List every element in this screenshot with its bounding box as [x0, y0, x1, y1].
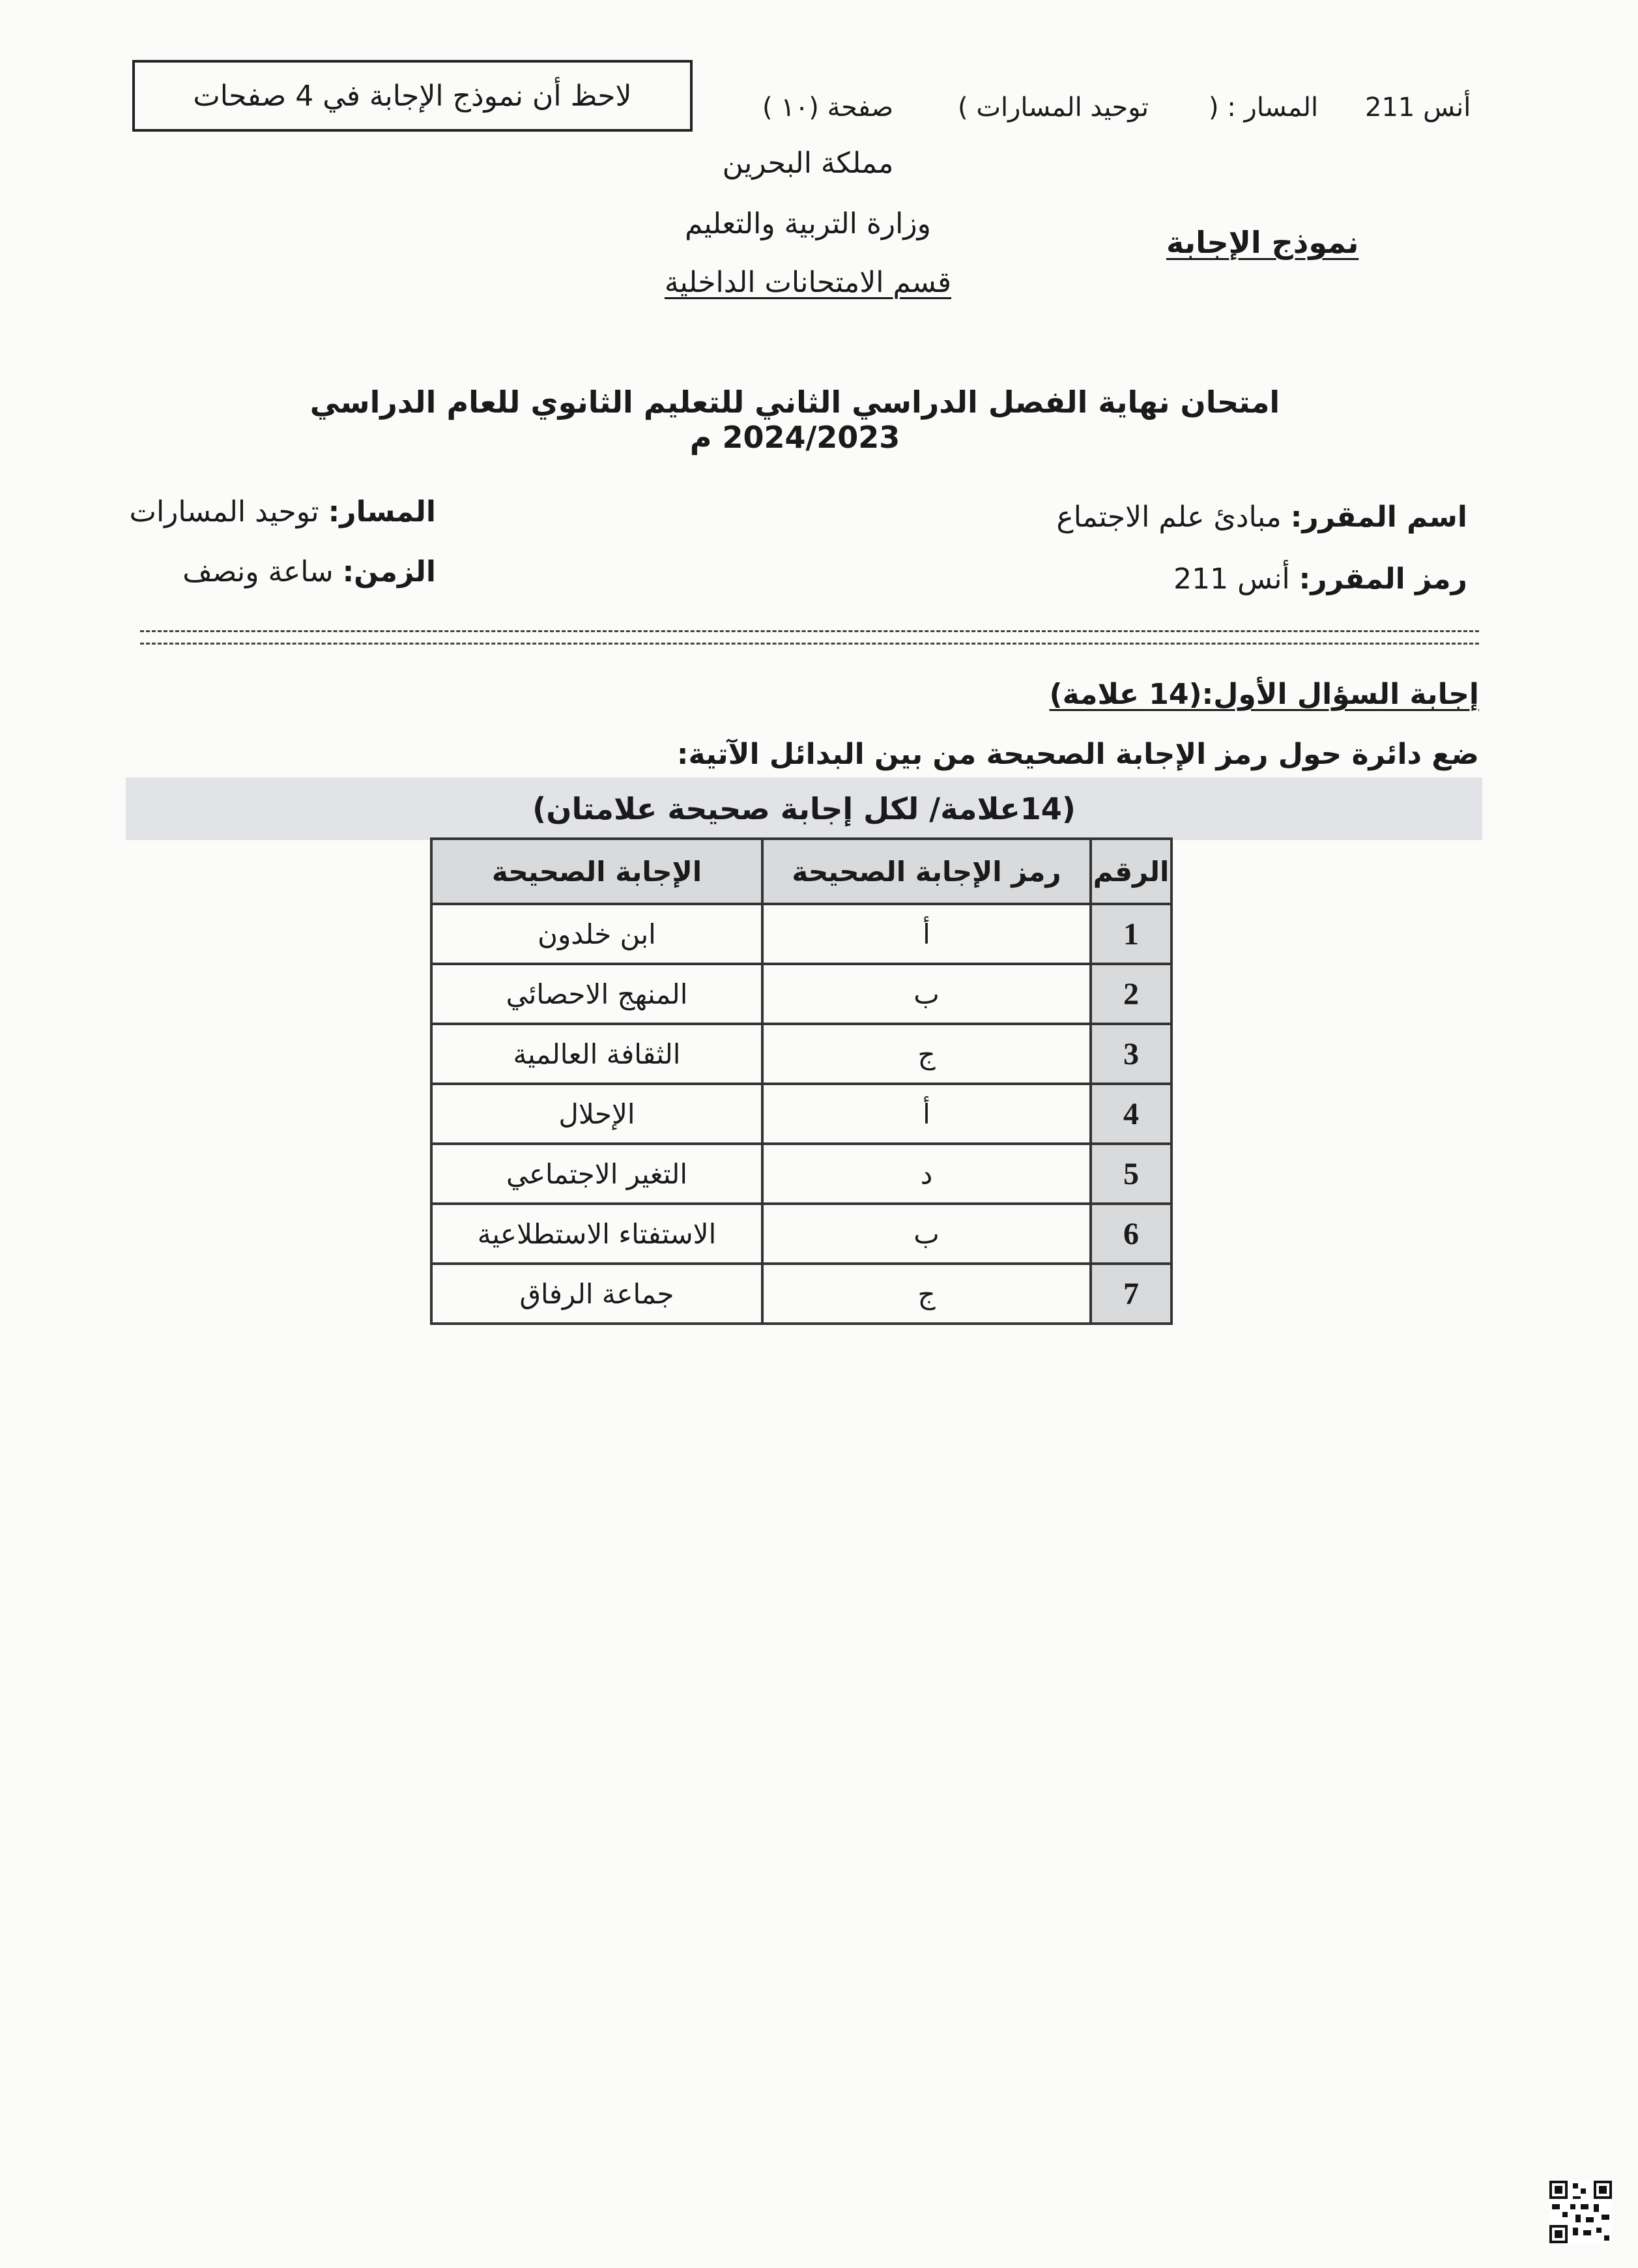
row-number: 7: [1091, 1264, 1171, 1324]
row-number: 6: [1091, 1204, 1171, 1264]
col-number: الرقم: [1091, 839, 1171, 904]
row-answer: الإحلال: [431, 1084, 762, 1144]
track-value-header: توحيد المسارات ): [958, 93, 1149, 123]
row-number: 3: [1091, 1024, 1171, 1084]
course-code-label: رمز المقرر:: [1299, 562, 1467, 596]
table-row: [431, 1144, 1171, 1204]
track-label-header: المسار : (: [1209, 93, 1319, 123]
row-code: أ: [762, 1084, 1091, 1144]
answer-table: [430, 837, 1173, 1325]
marks-note-band: [126, 778, 1482, 840]
marks-note: (14علامة/ لكل إجابة صحيحة علامتان): [532, 791, 1076, 826]
col-answer: الإجابة الصحيحة: [431, 839, 762, 904]
row-answer: التغير الاجتماعي: [431, 1144, 762, 1204]
row-number: 1: [1091, 904, 1171, 964]
table-row: [431, 1204, 1171, 1264]
track-row: [130, 495, 436, 529]
row-number: 5: [1091, 1144, 1171, 1204]
course-name: مبادئ علم الاجتماع: [1056, 501, 1282, 534]
table-row: [431, 1024, 1171, 1084]
time-row: [182, 555, 436, 589]
row-answer: ابن خلدون: [431, 904, 762, 964]
department-name: قسم الامتحانات الداخلية: [664, 266, 952, 299]
row-number: 2: [1091, 964, 1171, 1024]
ministry-name: وزارة التربية والتعليم: [685, 207, 931, 240]
row-code: ب: [762, 964, 1091, 1024]
row-code: أ: [762, 904, 1091, 964]
exam-title: امتحان نهاية الفصل الدراسي الثاني للتعليم الثانوي للعام الدراسي 2024/2023 م: [309, 385, 1280, 455]
row-code: ب: [762, 1204, 1091, 1264]
separator-rule: [140, 630, 1479, 645]
time-value: ساعة ونصف: [182, 555, 334, 589]
page-count-note: [132, 60, 693, 132]
track-label: المسار:: [328, 495, 436, 529]
row-answer: الثقافة العالمية: [431, 1024, 762, 1084]
table-row: [431, 904, 1171, 964]
row-code: ج: [762, 1264, 1091, 1324]
course-name-label: اسم المقرر:: [1290, 501, 1467, 534]
course-code-row: [1173, 562, 1467, 596]
answer-model-label: نموذج الإجابة: [1166, 225, 1359, 260]
track-value: توحيد المسارات: [129, 495, 319, 529]
row-answer: جماعة الرفاق: [431, 1264, 762, 1324]
course-code: أنس 211: [1173, 562, 1290, 596]
row-answer: الاستفتاء الاستطلاعية: [431, 1204, 762, 1264]
answer-table-header: [431, 839, 1171, 904]
page-label: صفحة (١٠ ): [762, 93, 894, 123]
course-code-header: أنس 211: [1365, 93, 1471, 123]
row-code: ج: [762, 1024, 1091, 1084]
row-answer: المنهج الاحصائي: [431, 964, 762, 1024]
table-row: [431, 1264, 1171, 1324]
qr-code-icon: [1549, 2181, 1612, 2243]
time-label: الزمن:: [342, 555, 436, 589]
table-row: [431, 1084, 1171, 1144]
col-code: رمز الإجابة الصحيحة: [762, 839, 1091, 904]
table-row: [431, 964, 1171, 1024]
kingdom-name: مملكة البحرين: [722, 147, 894, 180]
row-code: د: [762, 1144, 1091, 1204]
question-title: إجابة السؤال الأول:(14 علامة): [1049, 678, 1479, 711]
question-instruction: ضع دائرة حول رمز الإجابة الصحيحة من بين البدائل الآتية:: [676, 738, 1479, 771]
course-name-row: [1056, 501, 1467, 534]
page-count-note-text: لاحظ أن نموذج الإجابة في 4 صفحات: [193, 79, 632, 113]
row-number: 4: [1091, 1084, 1171, 1144]
